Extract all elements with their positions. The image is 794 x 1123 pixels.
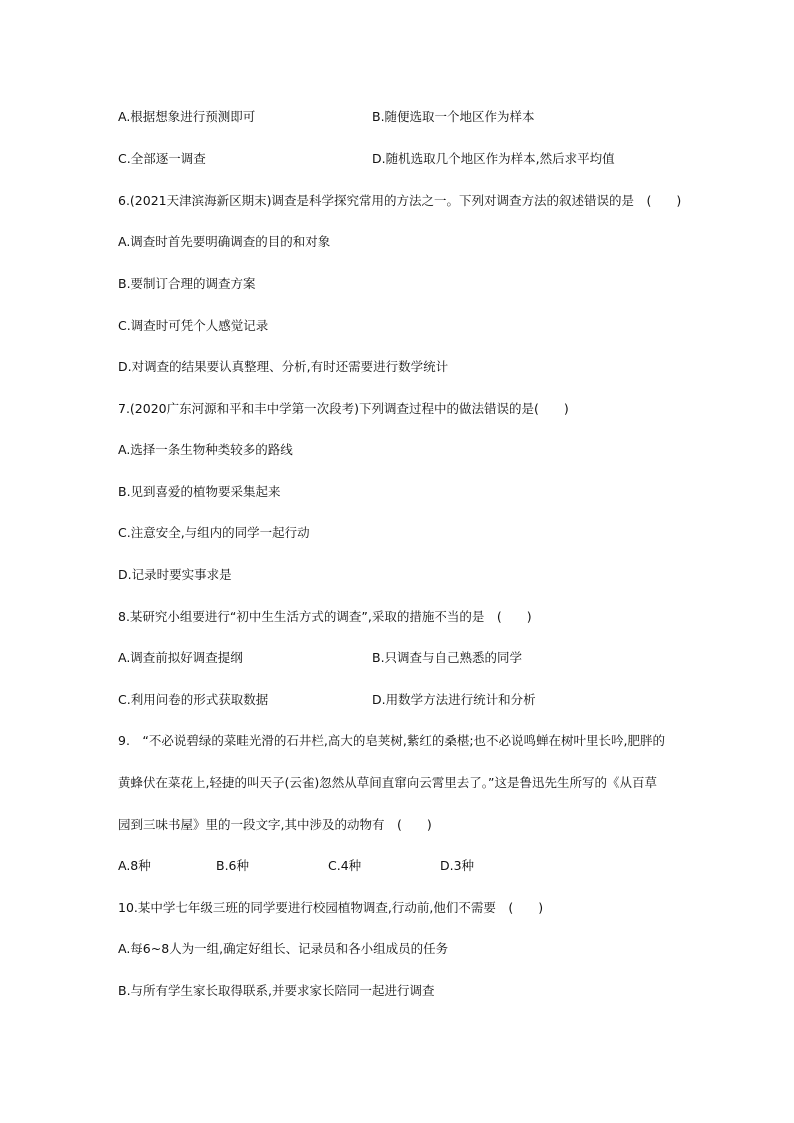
q7-option-c: C.注意安全,与组内的同学一起行动 — [118, 525, 310, 540]
q5-option-c: C.全部逐一调查 — [118, 151, 206, 166]
q6-option-b: B.要制订合理的调查方案 — [118, 276, 256, 291]
q6-option-d: D.对调查的结果要认真整理、分析,有时还需要进行数学统计 — [118, 359, 449, 374]
q8-stem: 8.某研究小组要进行“初中生生活方式的调查”,采取的措施不当的是 ( ) — [118, 609, 532, 624]
q8-option-b: B.只调查与自己熟悉的同学 — [372, 650, 523, 665]
q7-option-a: A.选择一条生物种类较多的路线 — [118, 442, 293, 457]
q7-option-b: B.见到喜爱的植物要采集起来 — [118, 484, 281, 499]
q5-option-b: B.随便选取一个地区作为样本 — [372, 109, 535, 124]
q7-stem: 7.(2020广东河源和平和丰中学第一次段考)下列调查过程中的做法错误的是( ) — [118, 401, 569, 416]
q6-option-a: A.调查时首先要明确调查的目的和对象 — [118, 234, 331, 249]
q9-stem-line-2: 黄蜂伏在菜花上,轻捷的叫天子(云雀)忽然从草间直窜向云霄里去了。”这是鲁迅先生所写的《从百草 — [118, 775, 657, 790]
q9-option-c: C.4种 — [328, 858, 362, 873]
q8-option-a: A.调查前拟好调查提纲 — [118, 650, 243, 665]
q10-stem: 10.某中学七年级三班的同学要进行校园植物调查,行动前,他们不需要 ( ) — [118, 900, 544, 915]
q10-option-b: B.与所有学生家长取得联系,并要求家长陪同一起进行调查 — [118, 983, 435, 998]
q9-option-b: B.6种 — [216, 858, 250, 873]
q5-option-a: A.根据想象进行预测即可 — [118, 109, 256, 124]
q6-stem: 6.(2021天津滨海新区期末)调查是科学探究常用的方法之一。下列对调查方法的叙述错误的是 ( ) — [118, 193, 682, 208]
q8-option-d: D.用数学方法进行统计和分析 — [372, 692, 536, 707]
q7-option-d: D.记录时要实事求是 — [118, 567, 232, 582]
q9-stem-line-3: 园到三味书屋》里的一段文字,其中涉及的动物有 ( ) — [118, 817, 432, 832]
q5-option-d: D.随机选取几个地区作为样本,然后求平均值 — [372, 151, 615, 166]
q8-option-c: C.利用问卷的形式获取数据 — [118, 692, 269, 707]
q9-stem-line-1: 9. “不必说碧绿的菜畦光滑的石井栏,高大的皂荚树,紫红的桑椹;也不必说鸣蝉在树叶里长吟,肥胖的 — [118, 733, 666, 748]
q10-option-a: A.每6~8人为一组,确定好组长、记录员和各小组成员的任务 — [118, 941, 449, 956]
q6-option-c: C.调查时可凭个人感觉记录 — [118, 318, 269, 333]
q9-option-d: D.3种 — [440, 858, 475, 873]
q9-option-a: A.8种 — [118, 858, 151, 873]
